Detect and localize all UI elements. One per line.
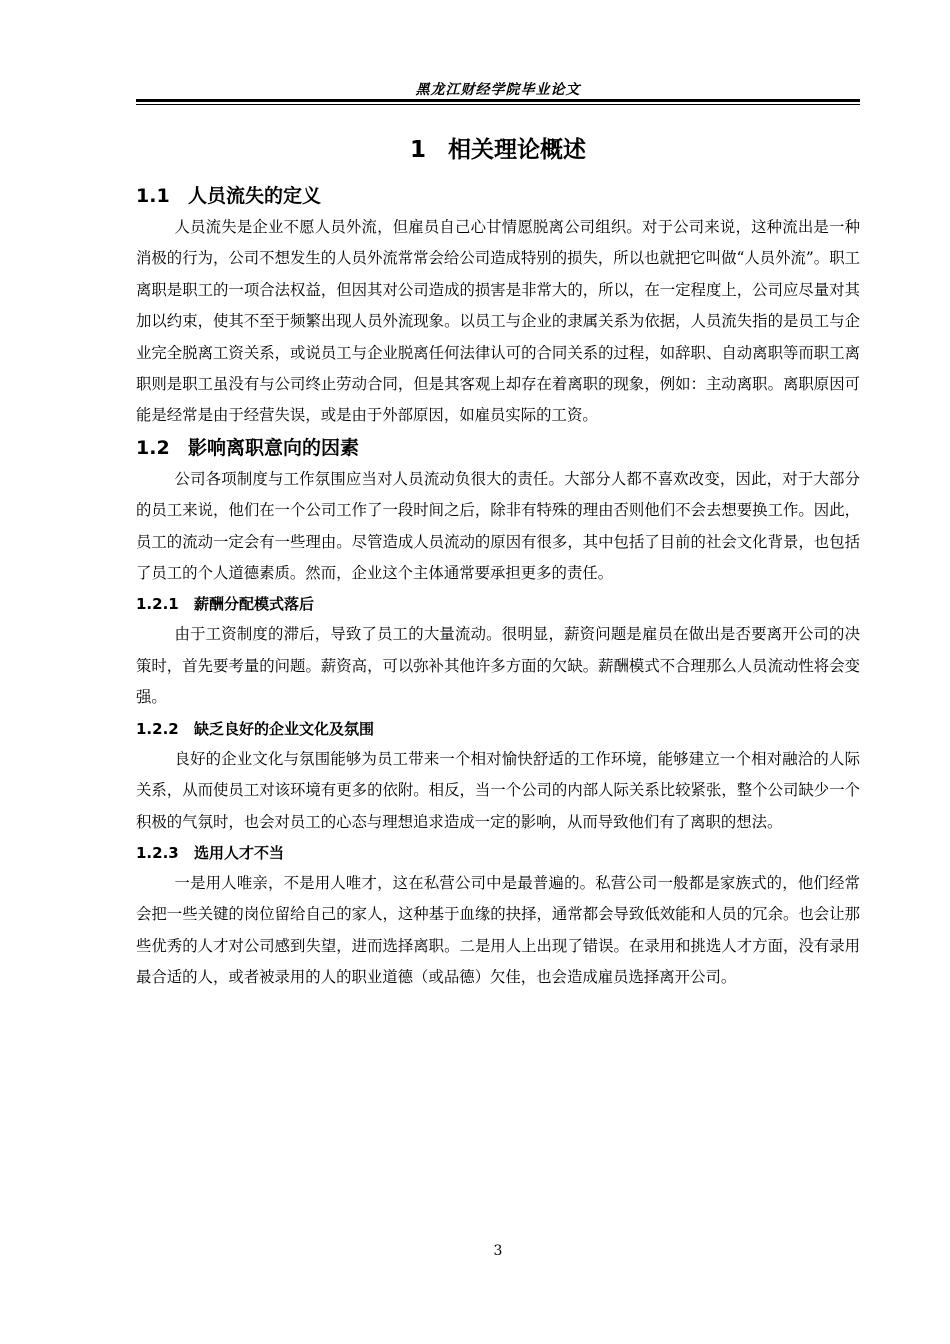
subsection-number: 1.2.2 <box>136 719 179 738</box>
page-number: 3 <box>493 1243 503 1259</box>
header-rule-thin <box>136 104 860 105</box>
header-title: 黑龙江财经学院毕业论文 <box>415 82 581 98</box>
subsection-title: 选用人才不当 <box>194 843 285 862</box>
section-heading-1-2 <box>136 432 860 464</box>
section-number: 1.2 <box>136 436 170 459</box>
section-number: 1.1 <box>136 185 170 207</box>
subsection-paragraph-1-2-2: 良好的企业文化与氛围能够为员工带来一个相对愉快舒适的工作环境，能够建立一个相对融洽的人际关系，从而使员工对该环境有更多的依附。相反，当一个公司的内部人际关系比较紧张，整个公司缺少一个积极的气氛时，也会对员工的心态与理想追求造成一定的影响，从而导致他们有了离职的想法。 <box>136 749 860 831</box>
section-paragraph-1-2: 公司各项制度与工作氛围应当对人员流动负很大的责任。大部分人都不喜欢改变，因此，对于大部分的员工来说，他们在一个公司工作了一段时间之后，除非有特殊的理由否则他们不会去想要换工作。因此，员工的流动一定会有一些理由。尽管造成人员流动的原因有很多，其中包括了目前的社会文化背景，也包括了员工的个人道德素质。然而，企业这个主体通常要承担更多的责任。 <box>136 469 860 583</box>
section-heading-1-1 <box>136 180 860 212</box>
subsection-paragraph-1-2-3: 一是用人唯亲，不是用人唯才，这在私营公司中是最普遍的。私营公司一般都是家族式的，他们经常会把一些关键的岗位留给自己的家人，这种基于血缘的抉择，通常都会导致低效能和人员的冗余。也会让那些优秀的人才对公司感到失望，进而选择离职。二是用人上出现了错误。在录用和挑选人才方面，没有录用最合适的人，或者被录用的人的职业道德（或品德）欠佳，也会造成雇员选择离开公司。 <box>136 873 860 987</box>
chapter-number: 1 <box>409 137 426 163</box>
subsection-heading-1-2-1 <box>136 589 860 619</box>
subsection-title: 薪酬分配模式落后 <box>194 595 315 614</box>
subsection-heading-1-2-3 <box>136 838 860 868</box>
section-title: 影响离职意向的因素 <box>188 436 360 459</box>
page-body <box>136 130 860 994</box>
chapter-title: 相关理论概述 <box>448 137 586 163</box>
section-title: 人员流失的定义 <box>188 185 322 207</box>
subsection-number: 1.2.1 <box>136 595 179 614</box>
chapter-heading <box>136 130 860 170</box>
subsection-title: 缺乏良好的企业文化及氛围 <box>194 719 375 738</box>
section-paragraph-1-1: 人员流失是企业不愿人员外流，但雇员自己心甘情愿脱离公司组织。对于公司来说，这种流出是一种消极的行为，公司不想发生的人员外流常常会给公司造成特别的损失，所以也就把它叫做“人员外流”。职工离职是职工的一项合法权益，但因其对公司造成的损害是非常大的，所以，在一定程度上，公司应尽量对其加以约束，使其不至于频繁出现人员外流现象。以员工与企业的隶属关系为依据，人员流失指的是员工与企业完全脱离工资关系，或说员工与企业脱离任何法律认可的合同关系的过程，如辞职、自动离职等而职工离职则是职工虽没有与公司终止劳动合同，但是其客观上却存在着离职的现象，例如：主动离职。离职原因可能是经常是由于经营失误，或是由于外部原因，如雇员实际的工资。 <box>136 218 860 425</box>
subsection-number: 1.2.3 <box>136 843 179 862</box>
subsection-heading-1-2-2 <box>136 714 860 744</box>
header-rule-thick <box>136 99 860 102</box>
subsection-paragraph-1-2-1: 由于工资制度的滞后，导致了员工的大量流动。很明显，薪资问题是雇员在做出是否要离开公司的决策时，首先要考量的问题。薪资高，可以弥补其他许多方面的欠缺。薪酬模式不合理那么人员流动性将会变强。 <box>136 625 860 707</box>
